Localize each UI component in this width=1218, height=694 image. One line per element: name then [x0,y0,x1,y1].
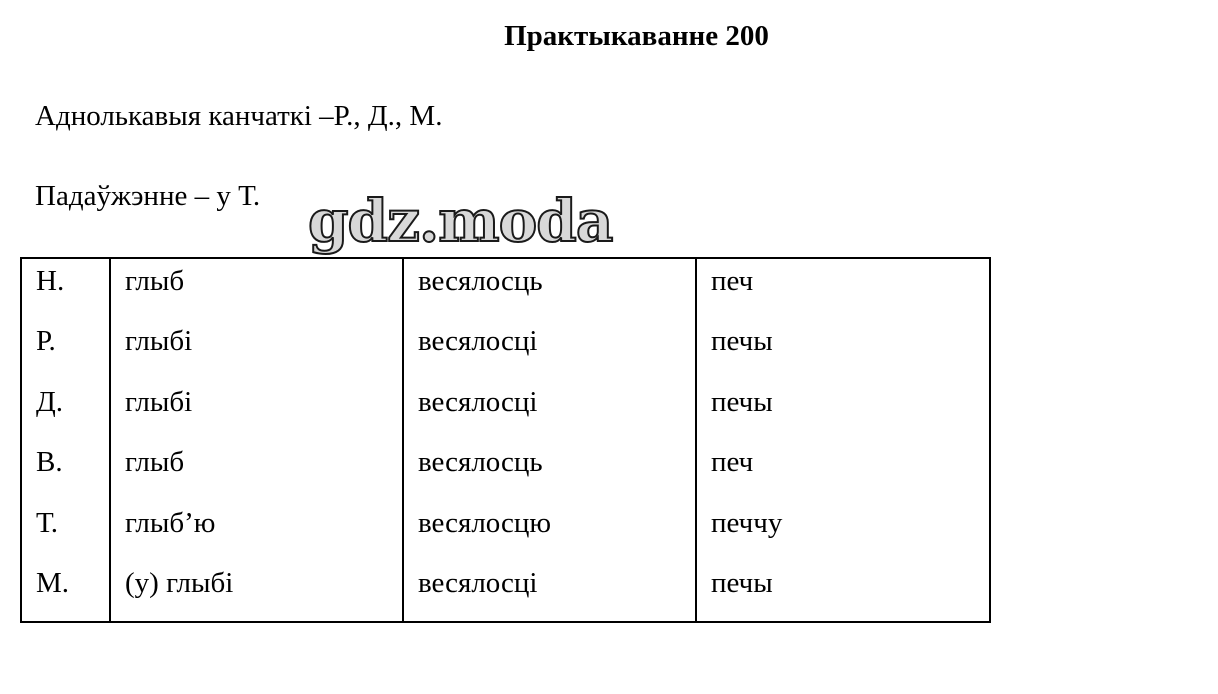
word-pech-cell: печы [696,319,990,379]
word-glyb-cell: глыб [110,440,403,500]
table-row [21,501,990,561]
word-vesialosts-cell: весялосць [403,258,696,319]
case-cell: Н. [21,258,110,319]
case-cell: Т. [21,501,110,561]
table-row [21,380,990,440]
word-pech-cell: печ [696,440,990,500]
word-pech-cell: печчу [696,501,990,561]
word-glyb-cell: глыб’ю [110,501,403,561]
word-vesialosts-cell: весялосцю [403,501,696,561]
lengthening-line: Падаўжэнне – у Т. [35,180,261,212]
table-row [21,258,990,319]
watermark-logo: gdz.moda [308,187,613,255]
word-glyb-cell: (у) глыбі [110,561,403,622]
word-vesialosts-cell: весялосць [403,440,696,500]
case-cell: В. [21,440,110,500]
exercise-title: Практыкаванне 200 [504,20,769,52]
word-vesialosts-cell: весялосці [403,319,696,379]
word-vesialosts-cell: весялосці [403,380,696,440]
declension-table-body [21,258,990,622]
same-endings-line: Аднолькавыя канчаткі –Р., Д., М. [35,100,443,132]
case-cell: Д. [21,380,110,440]
table-row [21,561,990,622]
word-vesialosts-cell: весялосці [403,561,696,622]
word-pech-cell: печы [696,380,990,440]
case-cell: М. [21,561,110,622]
word-pech-cell: печ [696,258,990,319]
declension-table [20,257,991,623]
case-cell: Р. [21,319,110,379]
word-glyb-cell: глыб [110,258,403,319]
table-row [21,319,990,379]
table-row [21,440,990,500]
word-glyb-cell: глыбі [110,380,403,440]
word-glyb-cell: глыбі [110,319,403,379]
word-pech-cell: печы [696,561,990,622]
